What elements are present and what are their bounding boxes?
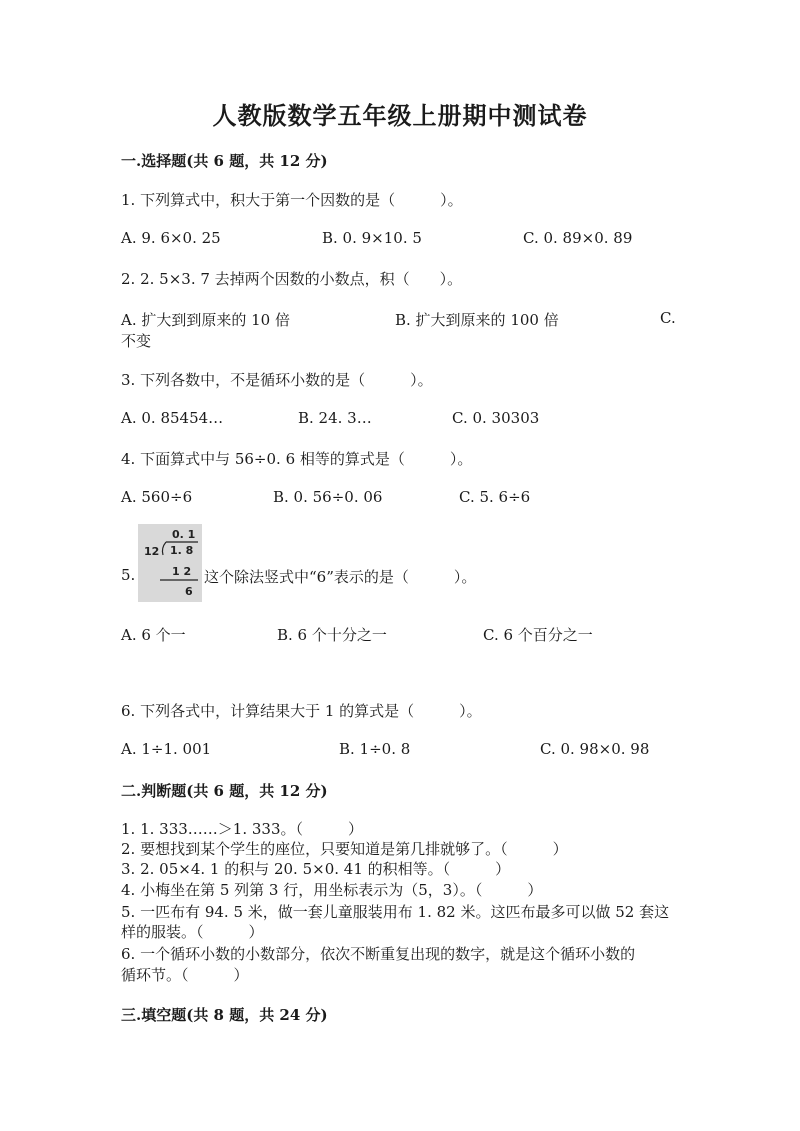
question-6-stem: 6. 下列各式中，计算结果大于 1 的算式是（ ）。 — [121, 702, 482, 720]
section-heading-fill: 三.填空题(共 8 题，共 24 分) — [121, 1006, 328, 1024]
division-divisor: 12 — [144, 545, 160, 558]
question-2-stem: 2. 2. 5×3. 7 去掉两个因数的小数点，积（ ）。 — [121, 270, 463, 288]
question-4-option-c: C. 5. 6÷6 — [459, 488, 531, 506]
question-5-option-a: A. 6 个一 — [121, 626, 186, 644]
question-3-stem: 3. 下列各数中，不是循环小数的是（ ）。 — [121, 371, 433, 389]
question-4-option-b: B. 0. 56÷0. 06 — [273, 488, 383, 506]
long-division-figure — [138, 524, 202, 602]
page-title: 人教版数学五年级上册期中测试卷 — [212, 101, 588, 130]
judge-item-6-cont: 循环节。（ ） — [121, 966, 249, 984]
question-5-option-b: B. 6 个十分之一 — [277, 626, 387, 644]
division-remainder: 6 — [185, 585, 193, 598]
question-3-option-b: B. 24. 3… — [298, 409, 372, 427]
judge-item-1: 1. 1. 333……＞1. 333。（ ） — [121, 820, 364, 838]
question-6-option-b: B. 1÷0. 8 — [339, 740, 411, 758]
question-1-option-b: B. 0. 9×10. 5 — [322, 229, 422, 247]
judge-item-4: 4. 小梅坐在第 5 列第 3 行，用坐标表示为（5，3）。（ ） — [121, 881, 543, 899]
question-2-option-a: A. 扩大到到原来的 10 倍 — [121, 311, 290, 329]
judge-item-5: 5. 一匹布有 94. 5 米，做一套儿童服装用布 1. 82 米。这匹布最多可以做 52 套这 — [121, 903, 670, 921]
question-1-option-c: C. 0. 89×0. 89 — [523, 229, 633, 247]
judge-item-5-cont: 样的服装。（ ） — [121, 923, 264, 941]
judge-item-3: 3. 2. 05×4. 1 的积与 20. 5×0. 41 的积相等。（ ） — [121, 860, 511, 878]
division-quotient: 0. 1 — [172, 528, 196, 541]
question-6-option-a: A. 1÷1. 001 — [121, 740, 212, 758]
question-1-option-a: A. 9. 6×0. 25 — [121, 229, 221, 247]
question-3-option-c: C. 0. 30303 — [452, 409, 540, 427]
question-2-option-c-text: 不变 — [121, 332, 152, 350]
section-heading-choice: 一.选择题(共 6 题，共 12 分) — [121, 152, 328, 170]
division-product: 1 2 — [172, 565, 192, 578]
division-dividend: 1. 8 — [170, 544, 194, 557]
judge-item-2: 2. 要想找到某个学生的座位，只要知道是第几排就够了。（ ） — [121, 840, 568, 858]
question-4-option-a: A. 560÷6 — [121, 488, 193, 506]
question-1-stem: 1. 下列算式中，积大于第一个因数的是（ ）。 — [121, 191, 463, 209]
question-6-option-c: C. 0. 98×0. 98 — [540, 740, 650, 758]
question-5-option-c: C. 6 个百分之一 — [483, 626, 593, 644]
judge-item-6: 6. 一个循环小数的小数部分，依次不断重复出现的数字，就是这个循环小数的 — [121, 945, 636, 963]
question-5-stem: 这个除法竖式中“6”表示的是（ ）。 — [204, 568, 477, 586]
question-2-option-b: B. 扩大到原来的 100 倍 — [395, 311, 559, 329]
question-5-number: 5. — [121, 566, 136, 584]
question-4-stem: 4. 下面算式中与 56÷0. 6 相等的算式是（ ）。 — [121, 450, 473, 468]
question-2-option-c: C. — [660, 309, 676, 327]
question-3-option-a: A. 0. 85454… — [121, 409, 224, 427]
section-heading-judge: 二.判断题(共 6 题，共 12 分) — [121, 782, 328, 800]
